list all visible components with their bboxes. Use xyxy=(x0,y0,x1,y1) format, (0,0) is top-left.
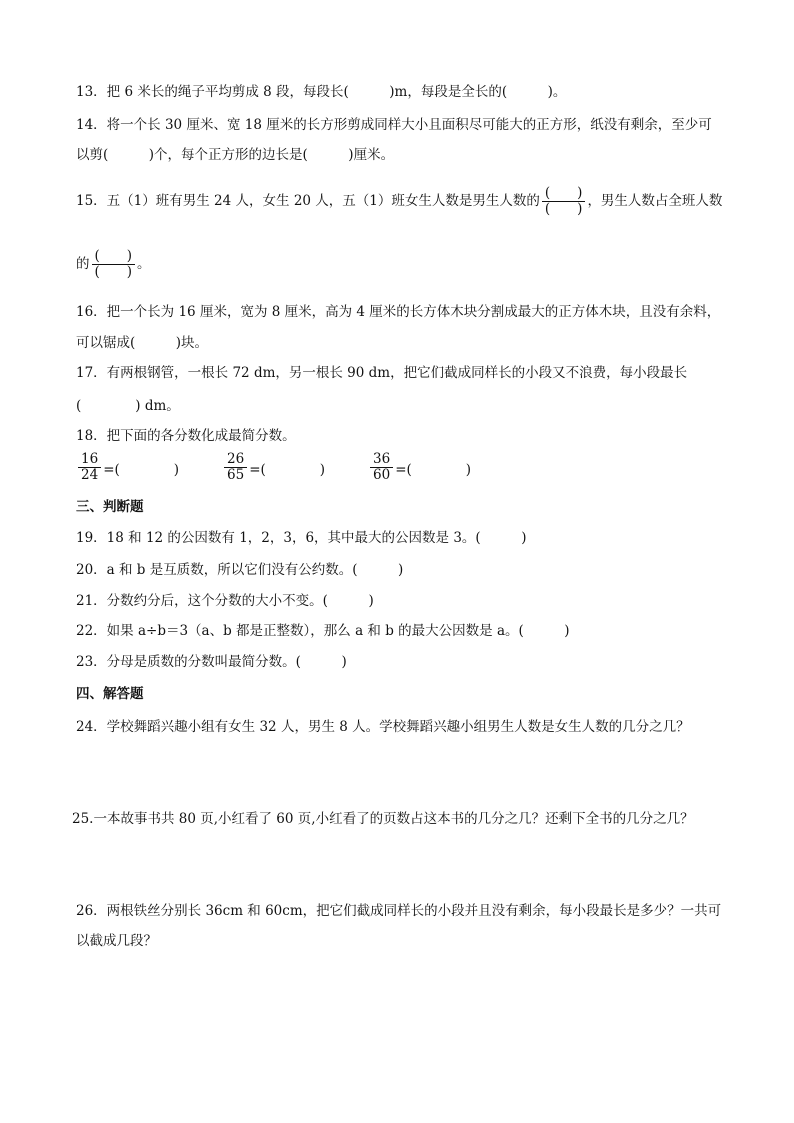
fraction-item xyxy=(368,452,471,483)
question-22: 22．如果 a÷b＝3（a、b 都是正整数），那么 a 和 b 的最大公因数是 a。( ) xyxy=(76,623,570,639)
fraction-answer-blank: =( ) xyxy=(103,461,180,478)
fraction-item xyxy=(76,452,179,483)
fraction-blank xyxy=(542,186,586,217)
fraction-answer-blank: =( ) xyxy=(249,461,326,478)
question-16-line-2: 可以锯成( )块。 xyxy=(76,335,209,351)
question-15-text: 15．五（1）班有男生 24 人，女生 20 人，五（1）班女生人数是男生人数的 xyxy=(76,193,540,209)
question-17-line-1: 17．有两根钢管，一根长 72 dm，另一根长 90 dm，把它们截成同样长的小段又不浪费，每小段最长 xyxy=(76,365,688,381)
question-18: 18．把下面的各分数化成最简分数。 xyxy=(76,428,296,444)
question-15-text-4: 。 xyxy=(137,256,151,272)
question-16-line-1: 16．把一个长为 16 厘米，宽为 8 厘米，高为 4 厘米的长方体木块分割成最大的正方体木块，且没有余料， xyxy=(76,304,721,320)
fraction-denominator: 60 xyxy=(373,467,391,483)
question-15-line-2 xyxy=(76,245,734,283)
section-heading-solutions: 四、解答题 xyxy=(76,686,144,702)
question-26-line-1: 26．两根铁丝分别长 36cm 和 60cm，把它们截成同样长的小段并且没有剩余，每小段最长是多少？一共可 xyxy=(76,903,722,919)
question-23: 23．分母是质数的分数叫最简分数。( ) xyxy=(76,654,347,670)
question-15-text-2: ，男生人数占全班人数 xyxy=(587,193,723,209)
fraction-answer-blank: =( ) xyxy=(395,461,472,478)
question-15-line-1 xyxy=(76,182,734,220)
question-21: 21．分数约分后，这个分数的大小不变。( ) xyxy=(76,593,374,609)
fraction-numerator-blank: ( ) xyxy=(92,249,136,265)
question-20: 20．a 和 b 是互质数，所以它们没有公约数。( ) xyxy=(76,562,404,578)
question-14-line-2: 以剪( )个，每个正方形的边长是( )厘米。 xyxy=(76,147,395,163)
fraction-numerator: 36 xyxy=(370,452,393,468)
fraction-blank xyxy=(92,249,136,280)
section-heading-judgment: 三、判断题 xyxy=(76,499,144,515)
fraction-numerator: 26 xyxy=(224,452,247,468)
question-15-text-3: 的 xyxy=(76,256,90,272)
question-13: 13．把 6 米长的绳子平均剪成 8 段，每段长( )m，每段是全长的( )。 xyxy=(76,84,567,100)
question-25: 25.一本故事书共 80 页,小红看了 60 页,小红看了的页数占这本书的几分之几？还剩下全书的几分之几？ xyxy=(72,811,694,827)
fraction-numerator: 16 xyxy=(78,452,101,468)
question-19: 19．18 和 12 的公因数有 1，2，3，6，其中最大的公因数是 3。( ) xyxy=(76,530,527,546)
fraction-denominator-blank: ( ) xyxy=(94,264,133,280)
fraction-numerator-blank: ( ) xyxy=(542,186,586,202)
fraction-item xyxy=(222,452,325,483)
fraction xyxy=(224,452,247,483)
fraction xyxy=(370,452,393,483)
question-26-line-2: 以截成几段？ xyxy=(76,933,157,949)
question-17-line-2: ( ) dm。 xyxy=(76,398,180,414)
question-14-line-1: 14．将一个长 30 厘米、宽 18 厘米的长方形剪成同样大小且面积尽可能大的正方形，纸没有剩余，至少可 xyxy=(76,117,712,133)
question-24: 24．学校舞蹈兴趣小组有女生 32 人，男生 8 人。学校舞蹈兴趣小组男生人数是女生人数的几分之几？ xyxy=(76,719,690,735)
fraction-denominator: 24 xyxy=(81,467,99,483)
fraction-denominator-blank: ( ) xyxy=(544,201,583,217)
fraction xyxy=(78,452,101,483)
fraction-denominator: 65 xyxy=(227,467,245,483)
